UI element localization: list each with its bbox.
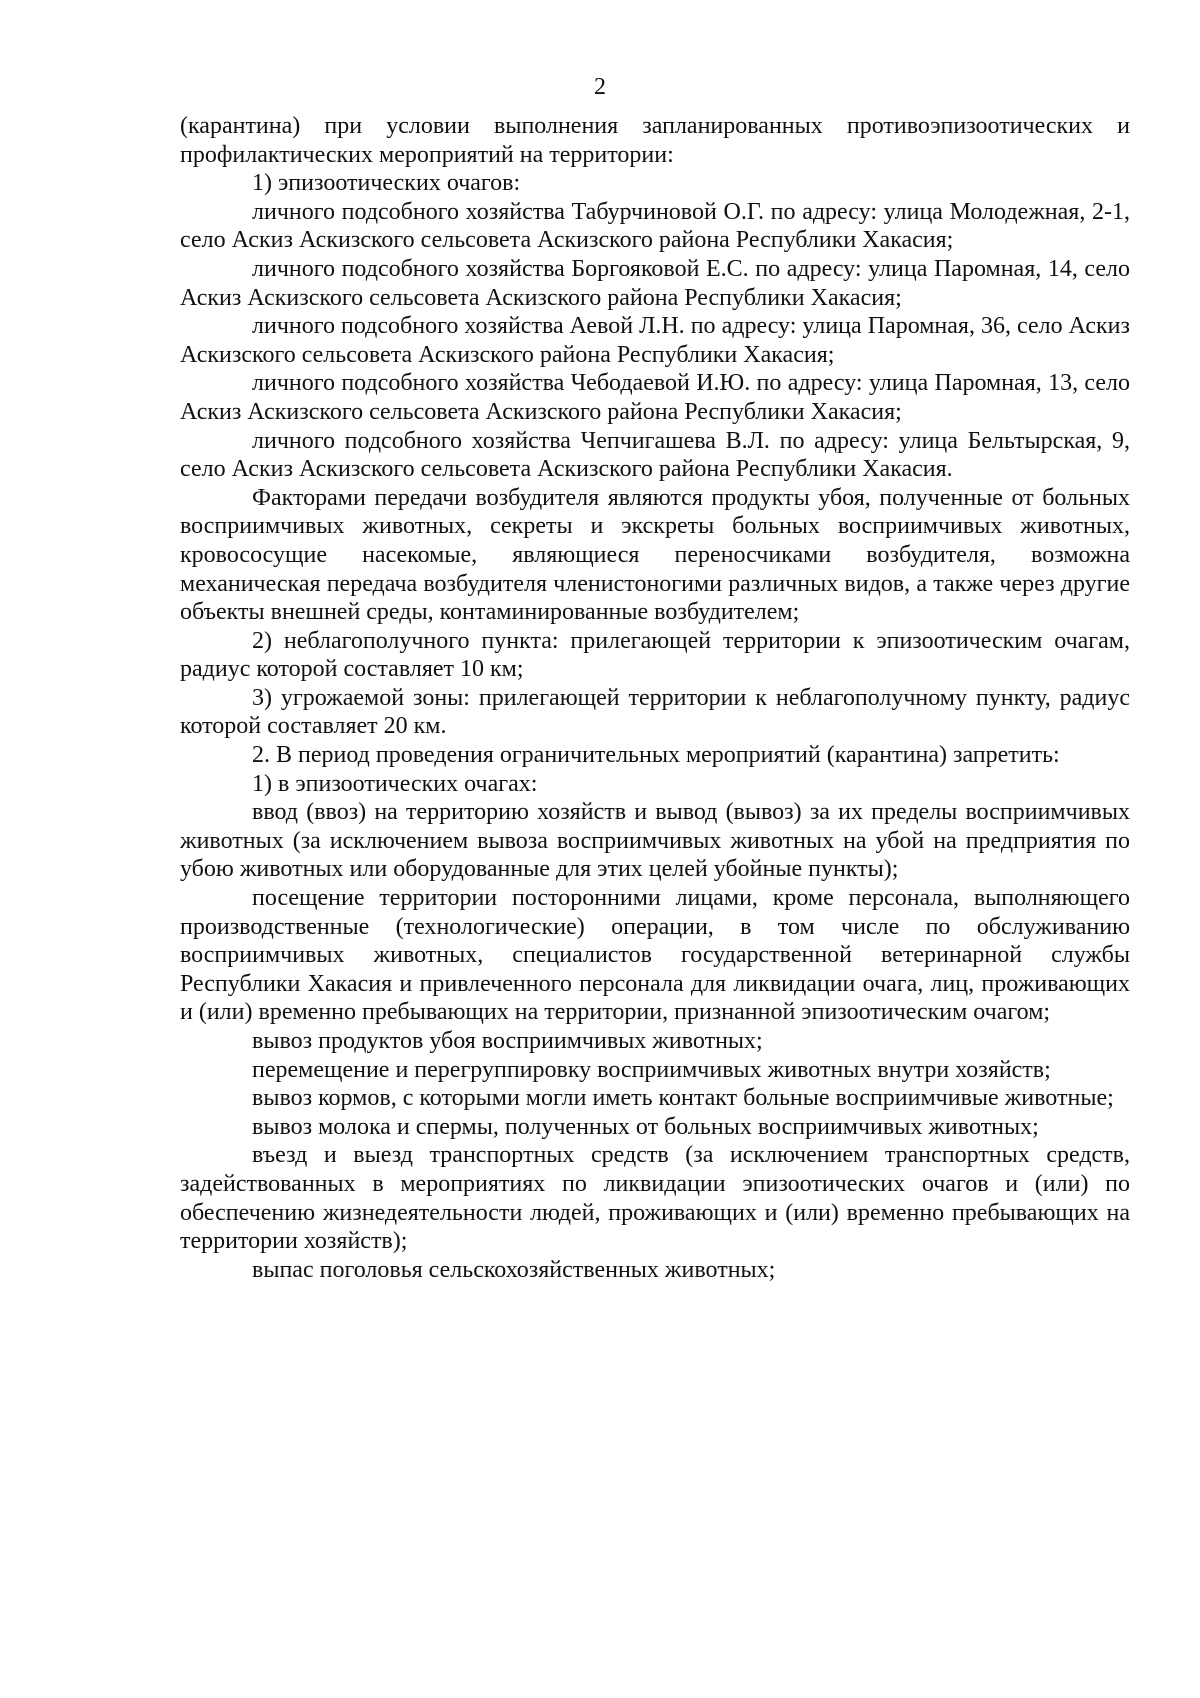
paragraph: (карантина) при условии выполнения запланированных противоэпизоотических и профилактических мероприятий на территории: <box>180 113 1130 168</box>
paragraph: выпас поголовья сельскохозяйственных животных; <box>252 1256 776 1283</box>
paragraph: въезд и выезд транспортных средств (за исключением транспортных средств, задействованных в мероприятиях по ликвидации эпизоотических очагов и (или) по обеспечению жизнедеятельности людей, проживающих и (или) временно пребывающих на территории хозяйств); <box>180 1142 1130 1255</box>
paragraph: вывоз кормов, с которыми могли иметь контакт больные восприимчивые животные; <box>252 1085 1114 1112</box>
paragraph: ввод (ввоз) на территорию хозяйств и вывод (вывоз) за их пределы восприимчивых животных (за исключением вывоза восприимчивых животных на убой на предприятия по убою животных или оборудованные для этих целей убойные пункты); <box>180 799 1130 883</box>
paragraph: 2. В период проведения ограничительных мероприятий (карантина) запретить: <box>252 742 1060 769</box>
document-body <box>180 112 1130 1284</box>
paragraph: 3) угрожаемой зоны: прилегающей территории к неблагополучному пункту, радиус которой составляет 20 км. <box>180 684 1130 740</box>
paragraph: личного подсобного хозяйства Табурчиновой О.Г. по адресу: улица Молодежная, 2-1, село Аскиз Аскизского сельсовета Аскизского района Республики Хакасия; <box>180 198 1130 254</box>
paragraph: 1) в эпизоотических очагах: <box>252 770 538 797</box>
paragraph: Факторами передачи возбудителя являются продукты убоя, полученные от больных восприимчивых животных, секреты и экскреты больных восприимчивых животных, кровососущие насекомые, являющиеся переносчиками возбудителя, возможна механическая передача возбудителя членистоногими различных видов, а также через другие объекты внешней среды, контаминированные возбудителем; <box>180 484 1130 626</box>
paragraph: посещение территории посторонними лицами, кроме персонала, выполняющего производственные (технологические) операции, в том числе по обслуживанию восприимчивых животных, специалистов государственной ветеринарной службы Республики Хакасия и привлеченного персонала для ликвидации очага, лиц, проживающих и (или) временно пребывающих на территории, признанной эпизоотическим очагом; <box>180 885 1130 1026</box>
paragraph: личного подсобного хозяйства Аевой Л.Н. по адресу: улица Паромная, 36, село Аскиз Аскизского сельсовета Аскизского района Республики Хакасия; <box>180 313 1130 368</box>
paragraph: личного подсобного хозяйства Чебодаевой И.Ю. по адресу: улица Паромная, 13, село Аскиз Аскизского сельсовета Аскизского района Республики Хакасия; <box>180 370 1130 425</box>
paragraph: 2) неблагополучного пункта: прилегающей территории к эпизоотическим очагам, радиус которой составляет 10 км; <box>180 627 1130 683</box>
paragraph: личного подсобного хозяйства Чепчигашева В.Л. по адресу: улица Бельтырская, 9, село Аскиз Аскизского сельсовета Аскизского района Республики Хакасия. <box>180 427 1130 483</box>
paragraph: 1) эпизоотических очагов: <box>252 170 521 197</box>
paragraph: вывоз молока и спермы, полученных от больных восприимчивых животных; <box>252 1113 1039 1140</box>
paragraph: перемещение и перегруппировку восприимчивых животных внутри хозяйств; <box>252 1056 1051 1083</box>
paragraph: личного подсобного хозяйства Боргояковой Е.С. по адресу: улица Паромная, 14, село Аскиз Аскизского сельсовета Аскизского района Республики Хакасия; <box>180 255 1130 311</box>
paragraph: вывоз продуктов убоя восприимчивых животных; <box>252 1028 763 1054</box>
page-number: 2 <box>594 74 606 100</box>
